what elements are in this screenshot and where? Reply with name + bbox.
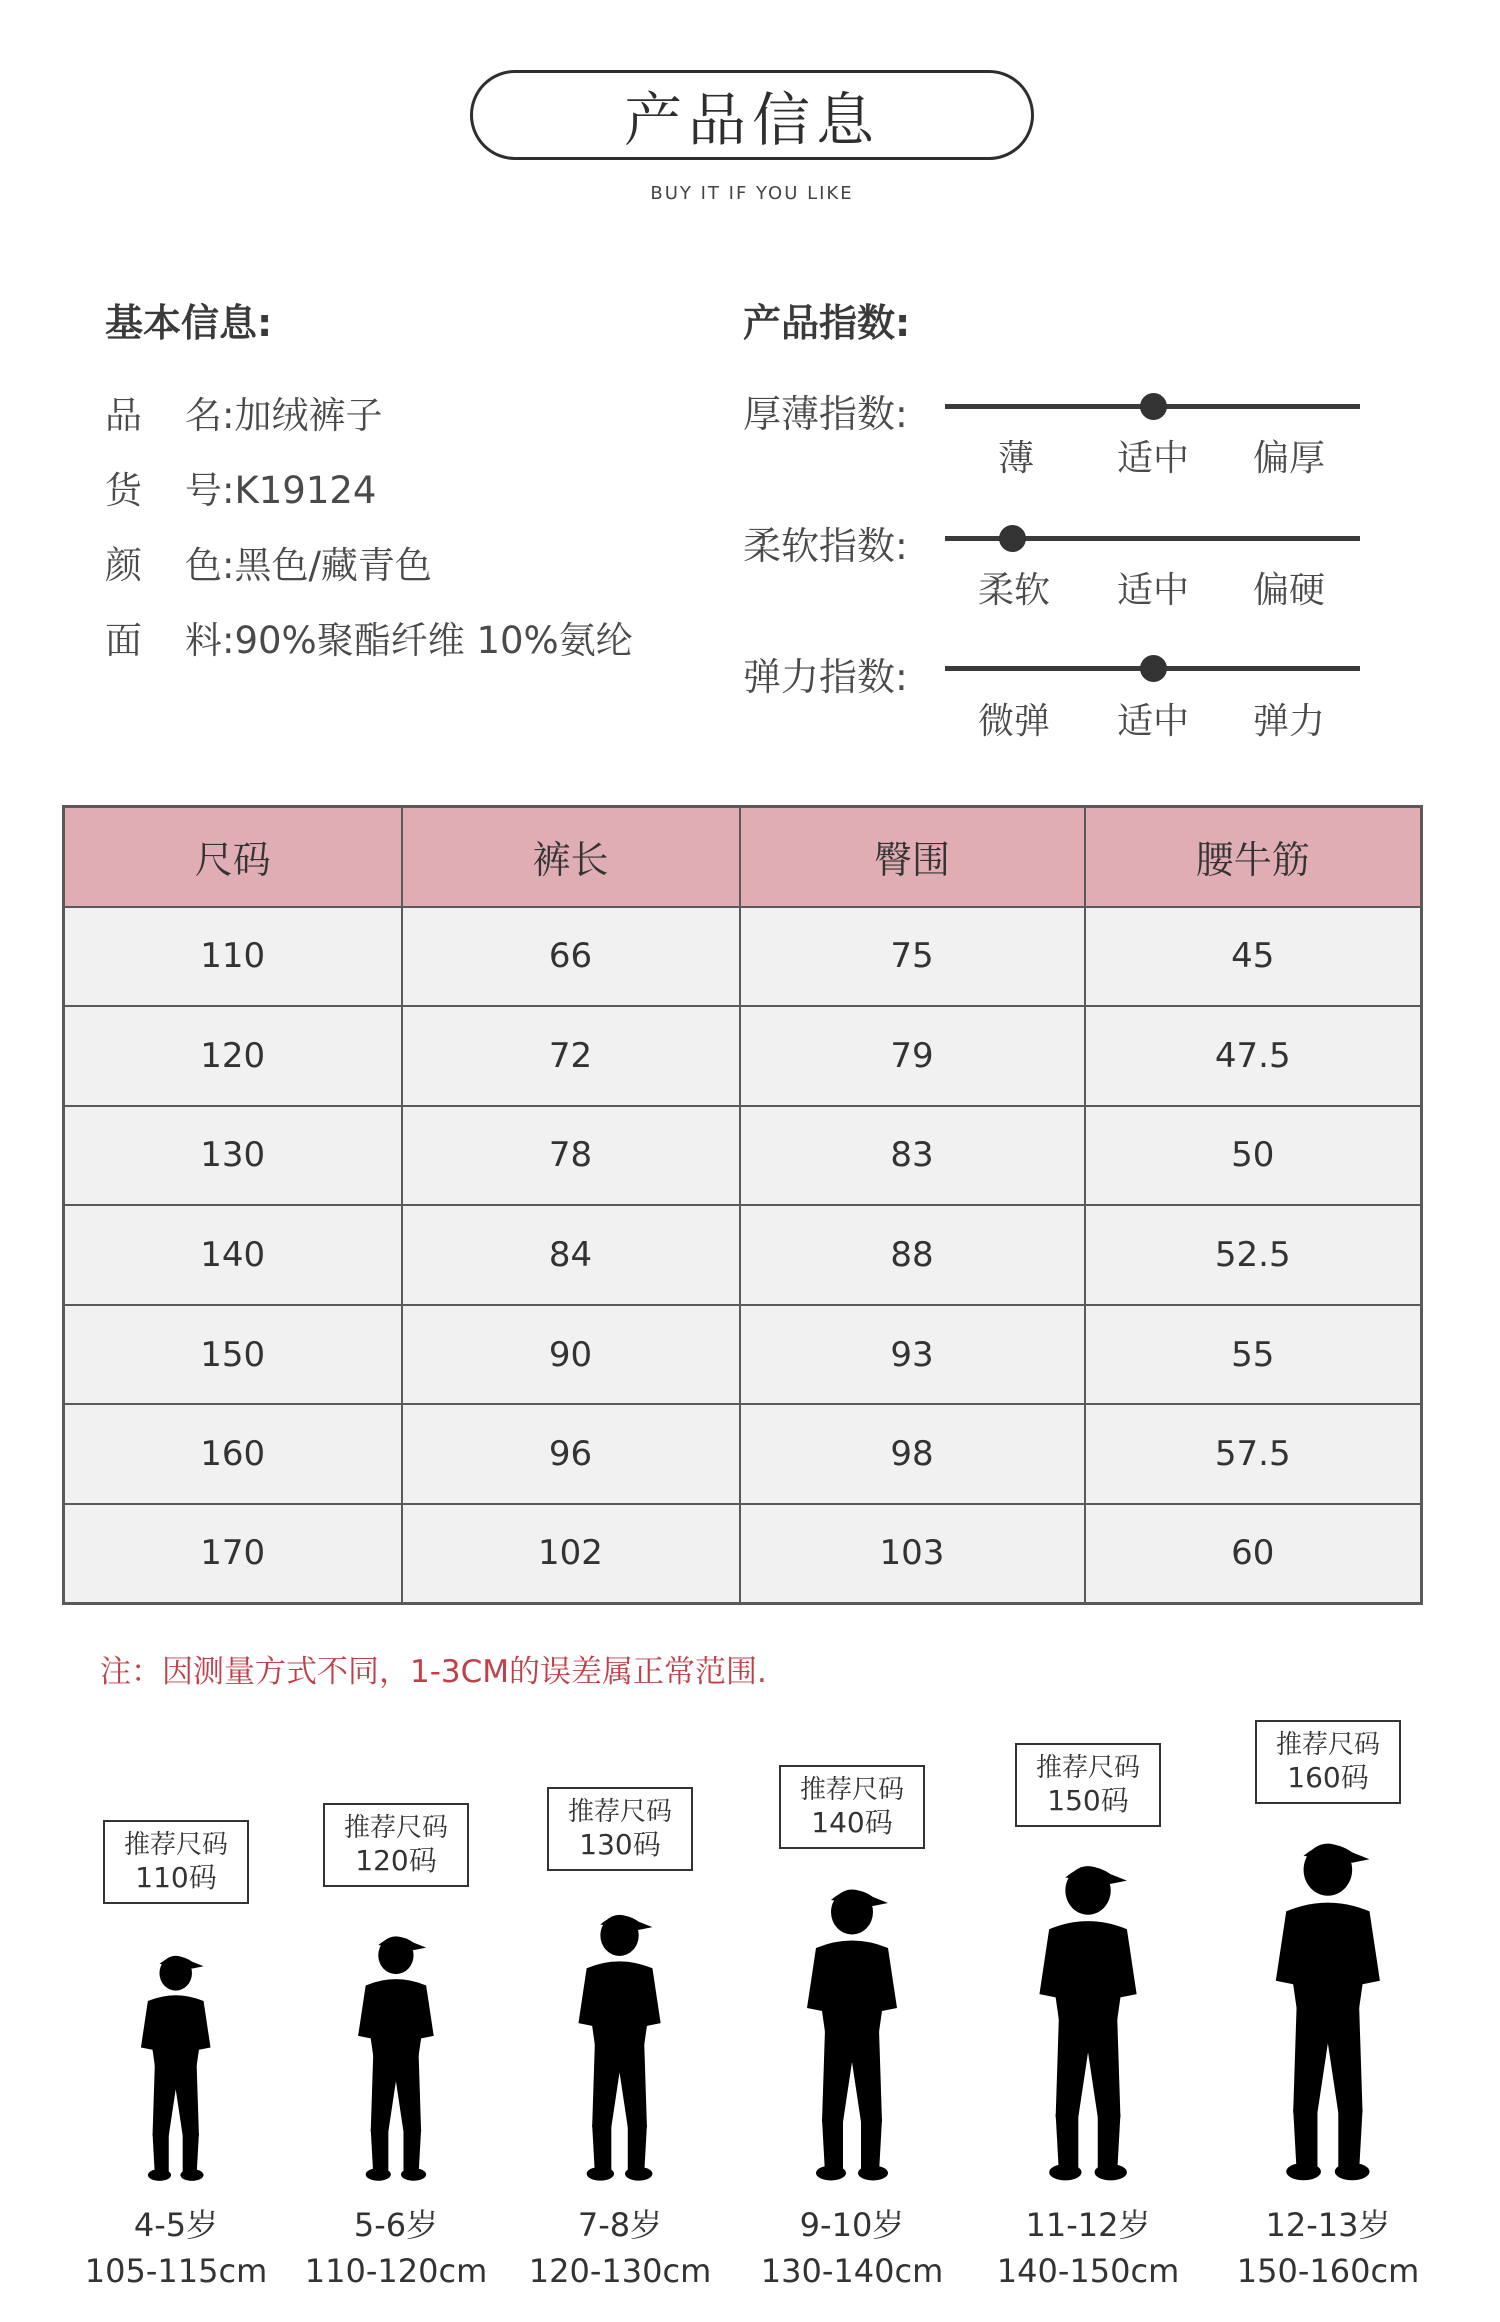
child-height: 140-150cm [996, 2252, 1180, 2290]
table-cell: 110 [64, 907, 402, 1007]
info-row-sku [105, 460, 376, 514]
table-cell: 52.5 [1085, 1205, 1422, 1305]
recommended-size-value: 150码 [1047, 1783, 1129, 1817]
child-age: 5-6岁 [353, 2206, 439, 2244]
table-cell: 66 [402, 907, 740, 1007]
index-option: 适中 [1117, 701, 1190, 742]
table-cell: 170 [64, 1504, 402, 1604]
child-height: 120-130cm [528, 2252, 712, 2290]
table-header-row [64, 807, 1422, 907]
table-cell: 72 [402, 1006, 740, 1106]
child-height: 110-120cm [304, 2252, 488, 2290]
table-cell: 160 [64, 1404, 402, 1504]
table-cell: 96 [402, 1404, 740, 1504]
table-cell: 120 [64, 1006, 402, 1106]
child-silhouette-icon [343, 1930, 449, 2182]
table-cell: 98 [740, 1404, 1085, 1504]
table-cell: 60 [1085, 1504, 1422, 1604]
index-option: 弹力 [1253, 701, 1326, 742]
table-cell: 47.5 [1085, 1006, 1422, 1106]
info-value: K19124 [234, 469, 377, 512]
table-cell: 75 [740, 907, 1085, 1007]
table-cell: 55 [1085, 1305, 1422, 1405]
table-row [64, 907, 1422, 1007]
index-option: 适中 [1117, 570, 1190, 611]
index-label-thickness: 厚薄指数: [743, 392, 908, 436]
table-cell: 150 [64, 1305, 402, 1405]
table-row [64, 1205, 1422, 1305]
page-title: 产品信息 [470, 70, 1034, 160]
recommended-size-label: 推荐尺码 [123, 1829, 228, 1860]
table-cell: 88 [740, 1205, 1085, 1305]
info-key: 颜 [105, 544, 142, 587]
table-cell: 84 [402, 1205, 740, 1305]
table-cell: 140 [64, 1205, 402, 1305]
child-height: 105-115cm [84, 2252, 268, 2290]
child-age: 12-13岁 [1265, 2206, 1391, 2244]
info-key-suffix: 色: [185, 544, 235, 587]
child-silhouette-icon [1020, 1858, 1156, 2182]
table-cell: 57.5 [1085, 1404, 1422, 1504]
table-cell: 83 [740, 1106, 1085, 1206]
child-age: 7-8岁 [577, 2206, 663, 2244]
table-row [64, 1504, 1422, 1604]
recommended-size-label: 推荐尺码 [1035, 1752, 1140, 1783]
recommended-size-value: 120码 [355, 1843, 437, 1877]
child-silhouette-icon [127, 1950, 224, 2182]
index-option: 微弹 [978, 701, 1051, 742]
recommended-size-label: 推荐尺码 [1275, 1729, 1380, 1760]
index-label-elasticity: 弹力指数: [743, 655, 908, 699]
info-key-suffix: 号: [185, 469, 235, 512]
child-age: 11-12岁 [1025, 2206, 1151, 2244]
info-row-name [105, 385, 382, 439]
info-key: 面 [105, 619, 142, 662]
recommended-size-label: 推荐尺码 [799, 1774, 904, 1805]
table-header-cell: 尺码 [64, 807, 402, 907]
table-row [64, 1404, 1422, 1504]
recommended-size-box [547, 1787, 693, 1871]
recommended-size-box [779, 1765, 925, 1849]
table-cell: 102 [402, 1504, 740, 1604]
table-cell: 103 [740, 1504, 1085, 1604]
size-table [62, 805, 1423, 1605]
info-row-color [105, 535, 432, 589]
child-height: 130-140cm [760, 2252, 944, 2290]
index-option: 薄 [998, 438, 1035, 479]
index-marker-elasticity [1140, 655, 1167, 682]
basic-info-heading: 基本信息: [105, 301, 273, 345]
recommended-size-value: 130码 [579, 1827, 661, 1861]
info-row-material [105, 610, 633, 664]
page-subtitle: BUY IT IF YOU LIKE [650, 183, 854, 204]
table-row [64, 1305, 1422, 1405]
table-header-cell: 臀围 [740, 807, 1085, 907]
recommended-size-value: 110码 [135, 1860, 217, 1894]
index-option: 偏厚 [1253, 438, 1326, 479]
child-silhouette-icon [789, 1882, 915, 2182]
child-silhouette-icon [1255, 1835, 1401, 2182]
info-value: 黑色/藏青色 [234, 544, 432, 587]
product-index-heading: 产品指数: [743, 301, 911, 345]
index-label-softness: 柔软指数: [743, 524, 908, 568]
recommended-size-label: 推荐尺码 [567, 1796, 672, 1827]
table-cell: 45 [1085, 907, 1422, 1007]
measurement-note: 注：因测量方式不同，1-3CM的误差属正常范围. [100, 1654, 767, 1690]
recommended-size-label: 推荐尺码 [343, 1812, 448, 1843]
index-option: 偏硬 [1253, 570, 1326, 611]
index-option: 柔软 [978, 570, 1051, 611]
info-value: 90%聚酯纤维 10%氨纶 [234, 619, 633, 662]
table-header-cell: 腰牛筋 [1085, 807, 1422, 907]
index-marker-softness [999, 525, 1026, 552]
info-key-suffix: 料: [185, 619, 235, 662]
child-silhouette-icon [562, 1908, 677, 2182]
table-cell: 50 [1085, 1106, 1422, 1206]
recommended-size-box [103, 1820, 249, 1904]
index-marker-thickness [1140, 393, 1167, 420]
recommended-size-value: 160码 [1287, 1760, 1369, 1794]
recommended-size-box [323, 1803, 469, 1887]
table-header-cell: 裤长 [402, 807, 740, 907]
index-option: 适中 [1117, 438, 1190, 479]
child-age: 4-5岁 [133, 2206, 219, 2244]
info-value: 加绒裤子 [234, 394, 383, 437]
recommended-size-value: 140码 [811, 1805, 893, 1839]
table-cell: 79 [740, 1006, 1085, 1106]
child-height: 150-160cm [1236, 2252, 1420, 2290]
recommended-size-box [1015, 1743, 1161, 1827]
table-row [64, 1106, 1422, 1206]
table-cell: 78 [402, 1106, 740, 1206]
table-cell: 90 [402, 1305, 740, 1405]
table-row [64, 1006, 1422, 1106]
info-key: 货 [105, 469, 142, 512]
table-cell: 130 [64, 1106, 402, 1206]
recommended-size-box [1255, 1720, 1401, 1804]
info-key-suffix: 名: [185, 394, 235, 437]
info-key: 品 [105, 394, 142, 437]
table-cell: 93 [740, 1305, 1085, 1405]
child-age: 9-10岁 [799, 2206, 905, 2244]
